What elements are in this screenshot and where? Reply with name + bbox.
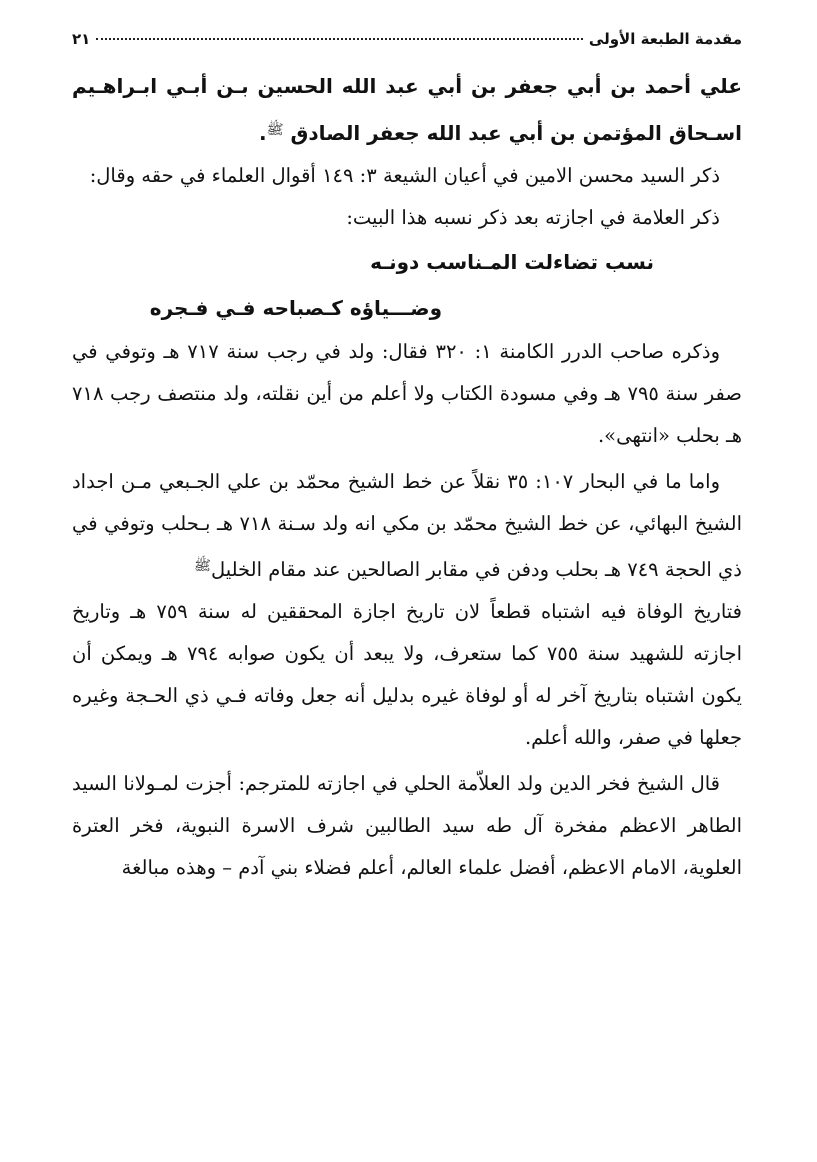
lineage-text: علي أحمد بن أبي جعفر بن أبي عبد الله الحسين بـن أبـي ابـراهـيم اسـحاق المؤتمن بن أبي عبد الله جعفر الصادق: [72, 74, 742, 145]
verse-line-1: نسب تضاءلت المـناسب دونـه: [370, 250, 654, 274]
paragraph-allama-ijaza: ذكر العلامة في اجازته بعد ذكر نسبه هذا البيت:: [346, 206, 720, 229]
honorific-symbol-khalil: ﷺ: [194, 558, 211, 574]
lineage-paragraph: [72, 64, 742, 155]
paragraph-bihar: [72, 461, 742, 591]
honorific-symbol: ﷺ: [266, 122, 284, 138]
paragraph-bihar-text: واما ما في البحار ١٠٧: ٣٥ نقلاً عن خط الشيخ محمّد بن علي الجـبعي مـن اجداد الشيخ البهائي، عن خط الشيخ محمّد بن مكي انه ولد سـنة ٧١٨ هـ بـحلب وتوفي في ذي الحجة ٧٤٩ هـ بحلب ودفن في مقابر الصالحين عند مقام الخليل: [72, 470, 742, 581]
header-title: مقدمة الطبعة الأولى: [588, 30, 742, 48]
lineage-end: .: [258, 121, 267, 145]
dotted-leader: [96, 38, 583, 40]
paragraph-ayan-shia: ذكر السيد محسن الامين في أعيان الشيعة ٣: ١٤٩ أقوال العلماء في حقه وقال:: [89, 164, 720, 187]
paragraph-durar-kamina: وذكره صاحب الدرر الكامنة ١: ٣٢٠ فقال: ولد في رجب سنة ٧١٧ هـ وتوفي في صفر سنة ٧٩٥ هـ وفي مسودة الكتاب ولا أعلم من أين نقلته، ولد منتصف رجب ٧١٨ هـ بحلب «انتهى».: [72, 340, 742, 447]
running-header: [72, 30, 742, 56]
verse-line-2: وضـــياؤه كـصباحه فـي فـجره: [149, 296, 442, 320]
document-page: [72, 30, 742, 889]
paragraph-fakhr-al-din: قال الشيخ فخر الدين ولد العلاّمة الحلي في اجازته للمترجم: أجزت لمـولانا السيد الطاهر الاعظم مفخرة آل طه سيد الطالبين شرف الاسرة النبوية، فخر العترة العلوية، الامام الاعظم، أفضل علماء العالم، أعلم فضلاء بني آدم – وهذه مبالغة: [72, 772, 742, 879]
page-number: ٢١: [72, 30, 91, 48]
paragraph-death-date: فتاريخ الوفاة فيه اشتباه قطعاً لان تاريخ اجازة المحققين له سنة ٧٥٩ هـ وتاريخ اجازته للشهيد سنة ٧٥٥ كما ستعرف، ولا يبعد أن يكون صوابه ٧٩٤ هـ ويمكن أن يكون اشتباه بتاريخ آخر له أو لوفاة غيره بدليل أنه جعل وفاته فـي ذي الحـجة وغيره جعلها في صفر، والله أعلم.: [72, 600, 743, 749]
